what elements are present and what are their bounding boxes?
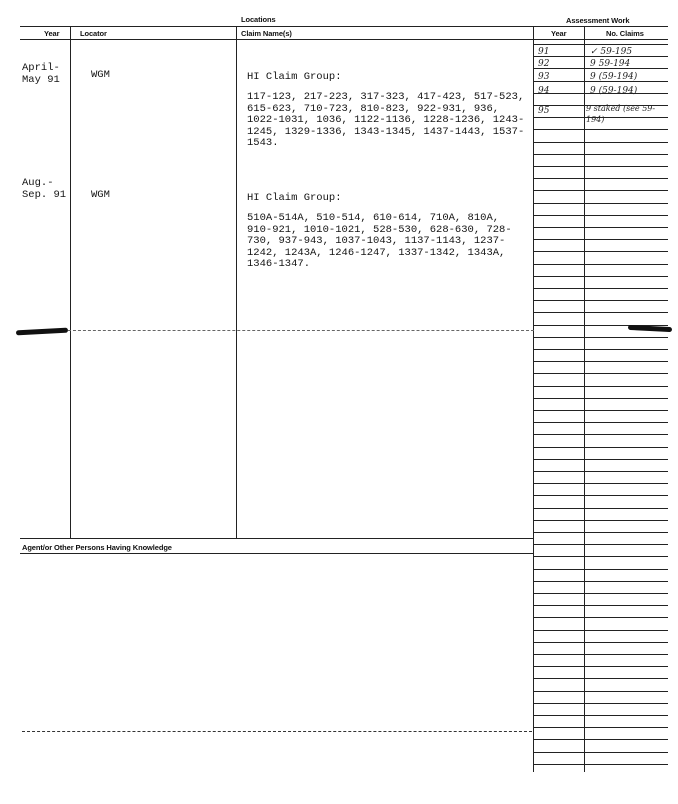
aw-year-handwritten: 94 [538, 86, 550, 96]
assessment-ruled-line [534, 239, 668, 240]
assessment-ruled-line [534, 691, 668, 692]
entry-date-line1: April- [22, 62, 60, 74]
assessment-ruled-line [534, 349, 668, 350]
assessment-ruled-line [534, 593, 668, 594]
assessment-ruled-line [534, 544, 668, 545]
assessment-ruled-line [534, 203, 668, 204]
aw-year-handwritten: 91 [538, 47, 550, 57]
assessment-ruled-line [534, 752, 668, 753]
assessment-ruled-line [534, 495, 668, 496]
assessment-ruled-line [534, 520, 668, 521]
assessment-ruled-line [534, 617, 668, 618]
locations-header: Locations [241, 15, 276, 24]
assessment-ruled-line [534, 288, 668, 289]
assessment-ruled-line [534, 483, 668, 484]
assessment-ruled-line [534, 654, 668, 655]
entry-date-line2: May 91 [22, 73, 60, 86]
assessment-ruled-line [534, 227, 668, 228]
agent-section-label: Agent/or Other Persons Having Knowledge [22, 543, 172, 552]
assessment-ruled-line [534, 251, 668, 252]
assessment-ruled-line [534, 422, 668, 423]
aw-claims-handwritten: ✓ 59-195 [590, 47, 633, 57]
header-top-rule [20, 26, 668, 27]
year-column-header: Year [44, 29, 60, 38]
bottom-rule [22, 731, 532, 732]
assessment-ruled-line [534, 508, 668, 509]
assessment-ruled-line [534, 154, 668, 155]
assessment-ruled-line [534, 398, 668, 399]
assessment-ruled-line [534, 361, 668, 362]
aw-claims-handwritten: 9 (59-194) [590, 72, 638, 82]
entry-group-title: HI Claim Group: [247, 192, 342, 204]
assessment-ruled-line [534, 569, 668, 570]
assessment-ruled-line [534, 532, 668, 533]
aw-claims-handwritten: 9 (59-194) [590, 86, 638, 96]
agent-section-label-rule [20, 553, 534, 554]
assessment-ruled-line [534, 190, 668, 191]
assessment-ruled-line [534, 264, 668, 265]
claim-names-column-header: Claim Name(s) [241, 29, 292, 38]
assessment-ruled-line [534, 337, 668, 338]
assessment-ruled-line [534, 276, 668, 277]
assessment-ruled-line [534, 581, 668, 582]
assessment-ruled-line [534, 142, 668, 143]
fold-mark-right [628, 325, 672, 332]
assessment-ruled-line [534, 678, 668, 679]
assessment-ruled-line [534, 703, 668, 704]
assessment-ruled-line [534, 410, 668, 411]
entry-claims-list: 117-123, 217-223, 317-323, 417-423, 517-523, 615-623, 710-723, 810-823, 922-931, 936, 1022-1031, 1036, 1122-1136, 1228-1236, 1243- 1245, 1329-1336, 1343-1345, 1437-1443, 1537- 1543. [247, 91, 525, 149]
assessment-ruled-line [534, 178, 668, 179]
entry-group-title: HI Claim Group: [247, 71, 342, 83]
assessment-ruled-line [534, 556, 668, 557]
aw-claims-handwritten: 9 staked (see 59-194) [586, 104, 656, 124]
entry-locator: WGM [91, 69, 110, 81]
assessment-ruled-line [534, 666, 668, 667]
assessment-ruled-line [534, 373, 668, 374]
entry-date [22, 63, 60, 86]
assessment-ruled-line [534, 739, 668, 740]
aw-year-column-header: Year [551, 29, 567, 38]
fold-mark-left [16, 328, 68, 336]
aw-year-handwritten: 92 [538, 59, 550, 69]
aw-year-claims-divider [584, 27, 585, 772]
entry-date-line1: Aug.- [22, 177, 54, 189]
aw-year-handwritten: 95 [538, 106, 550, 116]
agent-section-top-rule [20, 538, 534, 539]
locator-claims-divider [236, 27, 237, 538]
year-locator-divider [70, 27, 71, 538]
header-bottom-rule [20, 39, 668, 40]
fold-line [68, 330, 534, 331]
assessment-ruled-line [534, 630, 668, 631]
assessment-ruled-line [534, 605, 668, 606]
assessment-work-header: Assessment Work [566, 16, 630, 25]
assessment-ruled-line [534, 44, 668, 45]
aw-year-handwritten: 93 [538, 72, 550, 82]
assessment-ruled-line [534, 166, 668, 167]
assessment-ruled-line [534, 434, 668, 435]
aw-claims-handwritten: 9 59-194 [590, 59, 631, 69]
assessment-ruled-line [534, 642, 668, 643]
entry-locator: WGM [91, 189, 110, 201]
assessment-ruled-line [534, 447, 668, 448]
assessment-ruled-line [534, 715, 668, 716]
entry-claims-list: 510A-514A, 510-514, 610-614, 710A, 810A, 910-921, 1010-1021, 528-530, 628-630, 728- 730, 937-943, 1037-1043, 1137-1143, 1237- 1242, 1243A, 1246-1247, 1337-1342, 1343A, 1346-1347. [247, 212, 512, 270]
assessment-ruled-line [534, 471, 668, 472]
assessment-ruled-line [534, 386, 668, 387]
assessment-ruled-line [534, 129, 668, 130]
assessment-ruled-line [534, 312, 668, 313]
no-claims-column-header: No. Claims [606, 29, 644, 38]
assessment-ruled-line [534, 215, 668, 216]
assessment-ruled-line [534, 300, 668, 301]
assessment-ruled-line [534, 459, 668, 460]
assessment-ruled-line [534, 764, 668, 765]
entry-date-line2: Sep. 91 [22, 188, 67, 201]
entry-date [22, 178, 66, 201]
claims-assessment-divider [533, 27, 534, 772]
locator-column-header: Locator [80, 29, 107, 38]
assessment-ruled-line [534, 727, 668, 728]
